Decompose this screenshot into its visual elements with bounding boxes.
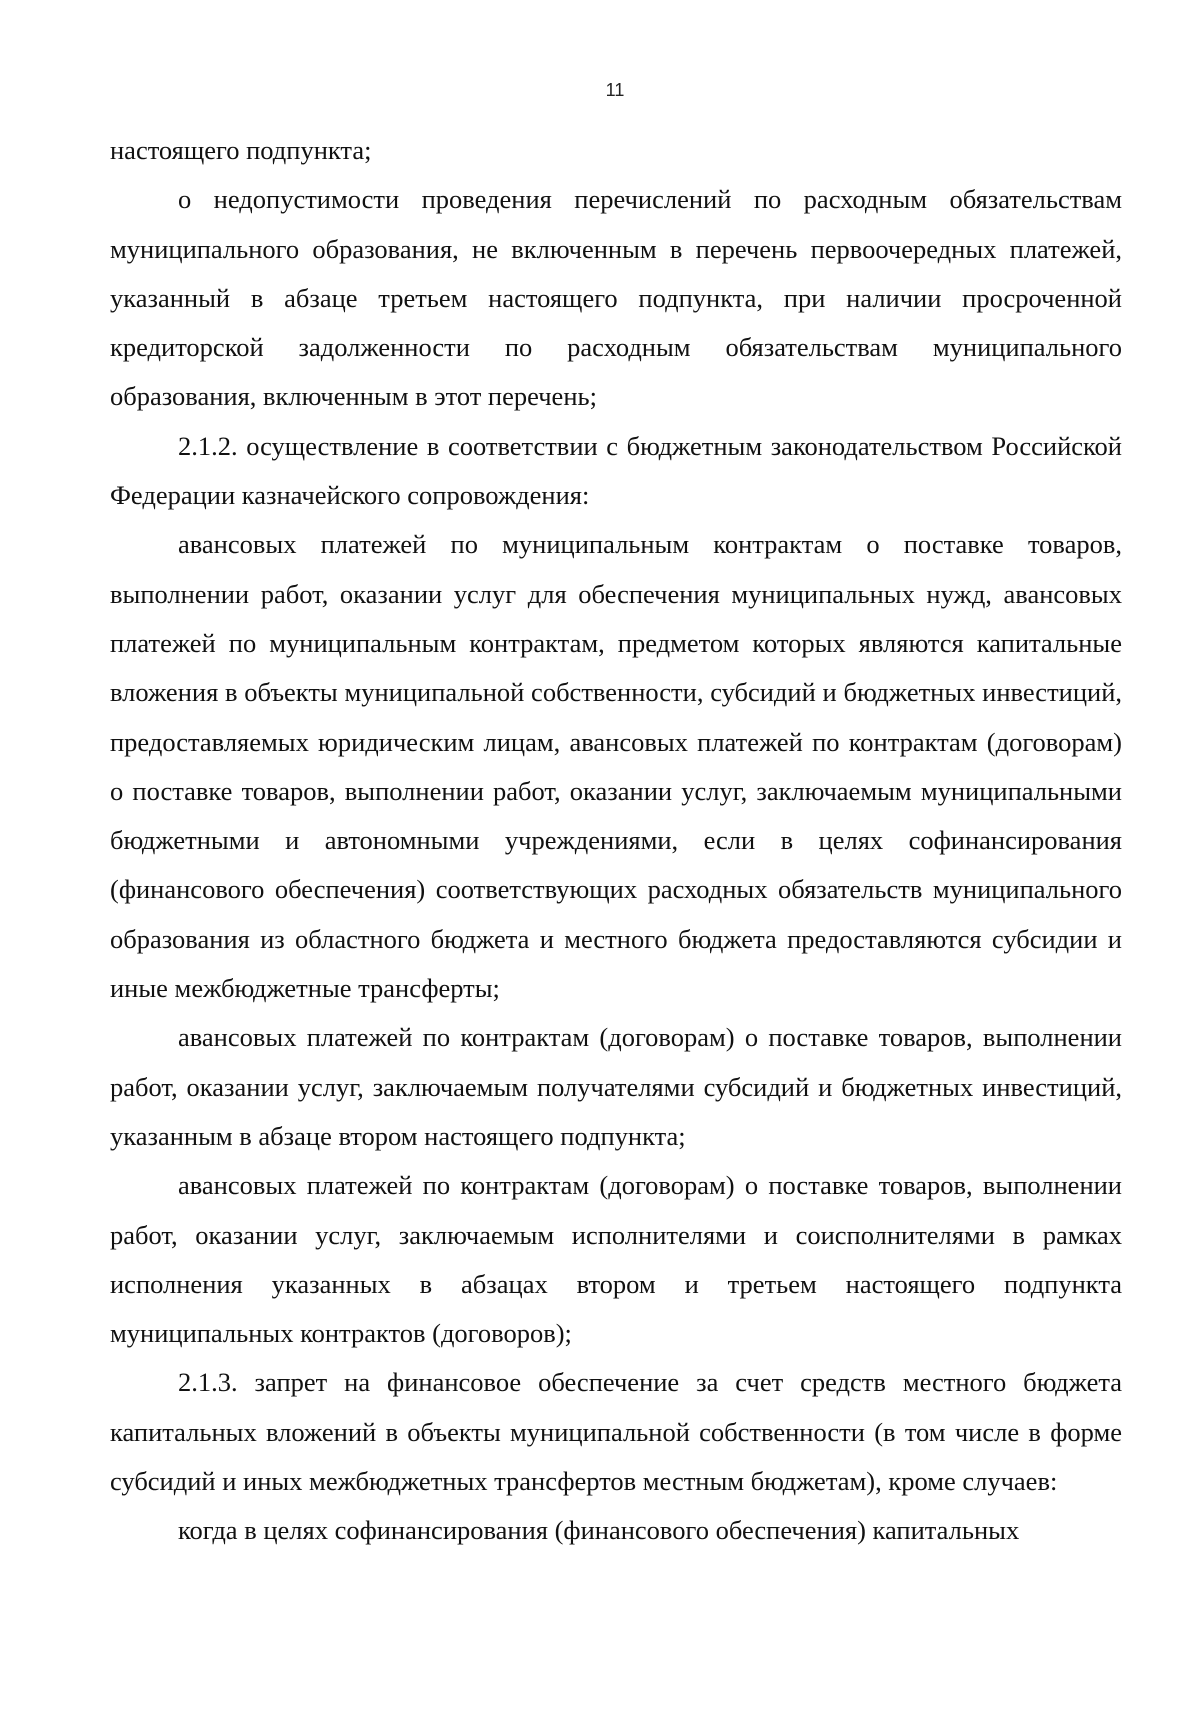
paragraph-unacceptability-of-transfers: о недопустимости проведения перечислений по расходным обязательствам муниципального образования, не включенным в перечень первоочередных платежей, указанный в абзаце третьем настоящего подпункта, при наличии просроченной кредиторской задолженности по расходным обязательствам муниципального образования, включенным в этот перечень; <box>110 184 1122 412</box>
paragraph-advance-payments-municipal: авансовых платежей по муниципальным контрактам о поставке товаров, выполнении работ, оказании услуг для обеспечения муниципальных нужд, авансовых платежей по муниципальным контрактам, предметом которых являются капитальные вложения в объекты муниципальной собственности, субсидий и бюджетных инвестиций, предоставляемых юридическим лицам, авансовых платежей по контрактам (договорам) о поставке товаров, выполнении работ, оказании услуг, заключаемым муниципальными бюджетными и автономными учреждениями, если в целях софинансирования (финансового обеспечения) соответствующих расходных обязательств муниципального образования из областного бюджета и местного бюджета предоставляются субсидии и иные межбюджетные трансферты; <box>110 529 1122 1004</box>
paragraph-advance-payments-subsidy-recipients: авансовых платежей по контрактам (договорам) о поставке товаров, выполнении работ, оказании услуг, заключаемым получателями субсидий и бюджетных инвестиций, указанным в абзаце втором настоящего подпункта; <box>110 1022 1122 1151</box>
paragraph-2-1-2: 2.1.2. осуществление в соответствии с бюджетным законодательством Российской Федерации казначейского сопровождения: <box>110 430 1122 511</box>
paragraph-cofinancing-cases: когда в целях софинансирования (финансового обеспечения) капитальных <box>178 1515 1020 1546</box>
paragraph-2-1-3: 2.1.3. запрет на финансовое обеспечение за счет средств местного бюджета капитальных вложений в объекты муниципальной собственности (в том числе в форме субсидий и иных межбюджетных трансфертов местным бюджетам), кроме случаев: <box>110 1367 1122 1497</box>
paragraph-continuation: настоящего подпункта; <box>110 135 372 165</box>
document-body <box>110 126 1122 1556</box>
page-number: 11 <box>605 80 625 100</box>
paragraph-advance-payments-contractors: авансовых платежей по контрактам (договорам) о поставке товаров, выполнении работ, оказании услуг, заключаемым исполнителями и соисполнителями в рамках исполнения указанных в абзацах втором и третьем настоящего подпункта муниципальных контрактов (договоров); <box>110 1170 1122 1349</box>
